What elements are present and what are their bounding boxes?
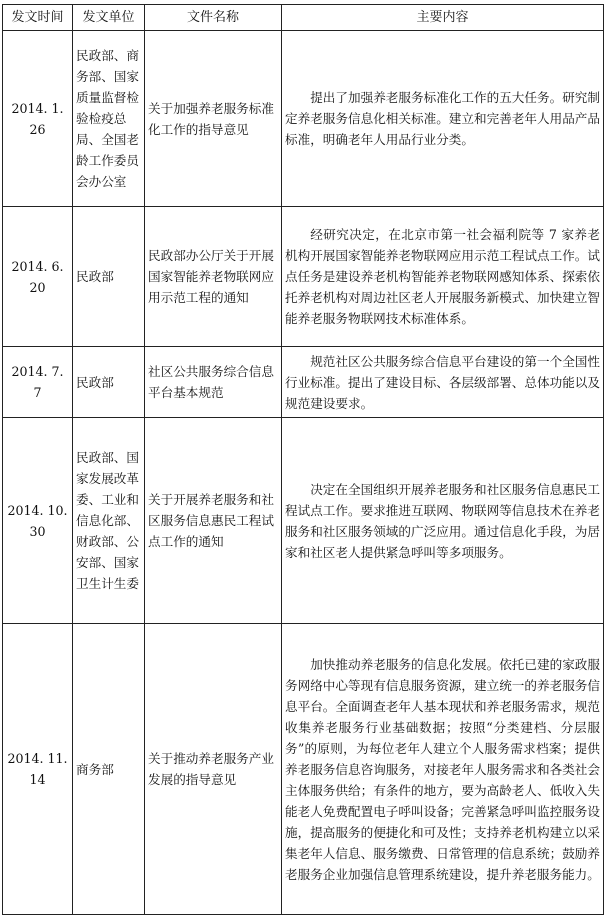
cell-name: 社区公共服务综合信息平台基本规范 <box>145 347 282 418</box>
table-row <box>3 31 604 207</box>
content-text: 经研究决定，在北京市第一社会福利院等 7 家养老机构开展国家智能养老物联网应用示范工程试点工作。试点任务是建设养老机构智能养老物联网感知体系、探索依托养老机构对周边社区老人开展服务新模式、加快建立智能养老服务物联网技术标准体系。 <box>285 227 600 326</box>
cell-content <box>282 624 604 915</box>
table-row <box>3 347 604 418</box>
content-text: 决定在全国组织开展养老服务和社区服务信息惠民工程试点工作。要求推进互联网、物联网等信息技术在养老服务和社区服务领域的广泛应用。通过信息化手段，为居家和社区老人提供紧急呼叫等多项服务。 <box>285 481 600 560</box>
cell-name: 关于推动养老服务产业发展的指导意见 <box>145 624 282 915</box>
cell-unit: 民政部 <box>73 347 145 418</box>
cell-name: 关于加强养老服务标准化工作的指导意见 <box>145 31 282 207</box>
cell-content <box>282 347 604 418</box>
cell-name: 民政部办公厅关于开展国家智能养老物联网应用示范工程的通知 <box>145 207 282 347</box>
cell-date: 2014. 1. 26 <box>3 31 73 207</box>
cell-unit: 民政部、国家发展改革委、工业和信息化部、财政部、公安部、国家卫生计生委 <box>73 418 145 624</box>
cell-date: 2014. 6. 20 <box>3 207 73 347</box>
cell-unit: 商务部 <box>73 624 145 915</box>
cell-name: 关于开展养老服务和社区服务信息惠民工程试点工作的通知 <box>145 418 282 624</box>
cell-unit: 民政部 <box>73 207 145 347</box>
header-unit: 发文单位 <box>73 5 145 31</box>
header-content: 主要内容 <box>282 5 604 31</box>
content-text: 规范社区公共服务综合信息平台建设的第一个全国性行业标准。提出了建设目标、各层级部署、总体功能以及规范建设要求。 <box>285 353 600 411</box>
header-date: 发文时间 <box>3 5 73 31</box>
cell-date: 2014. 7. 7 <box>3 347 73 418</box>
content-text: 提出了加强养老服务标准化工作的五大任务。研究制定养老服务信息化相关标准。建立和完善老年人用品产品标准，明确老年人用品行业分类。 <box>285 90 600 147</box>
header-name: 文件名称 <box>145 5 282 31</box>
policy-table <box>2 4 604 915</box>
cell-unit: 民政部、商务部、国家质量监督检验检疫总局、全国老龄工作委员会办公室 <box>73 31 145 207</box>
cell-content <box>282 418 604 624</box>
content-text: 加快推动养老服务的信息化发展。依托已建的家政服务网络中心等现有信息服务资源，建立统一的养老服务信息平台。全面调查老年人基本现状和养老服务需求，规范收集养老服务行业基础数据；按照“分类建档、分层服务”的原则，为每位老年人建立个人服务需求档案；提供养老服务信息咨询服务，对接老年人服务需求和各类社会主体服务供给；有条件的地方，要为高龄老人、低收入失能老人免费配置电子呼叫设备；完善紧急呼叫监控服务设施，提高服务的便捷化和可及性；支持养老机构建立以采集老年人信息、服务缴费、日常管理的信息系统；鼓励养老服务企业加强信息管理系统建设，提升养老服务能力。 <box>285 656 600 882</box>
table-header-row <box>3 5 604 31</box>
cell-content <box>282 207 604 347</box>
cell-date: 2014. 11. 14 <box>3 624 73 915</box>
table-row <box>3 418 604 624</box>
cell-content <box>282 31 604 207</box>
cell-date: 2014. 10. 30 <box>3 418 73 624</box>
table-row <box>3 624 604 915</box>
table-row <box>3 207 604 347</box>
